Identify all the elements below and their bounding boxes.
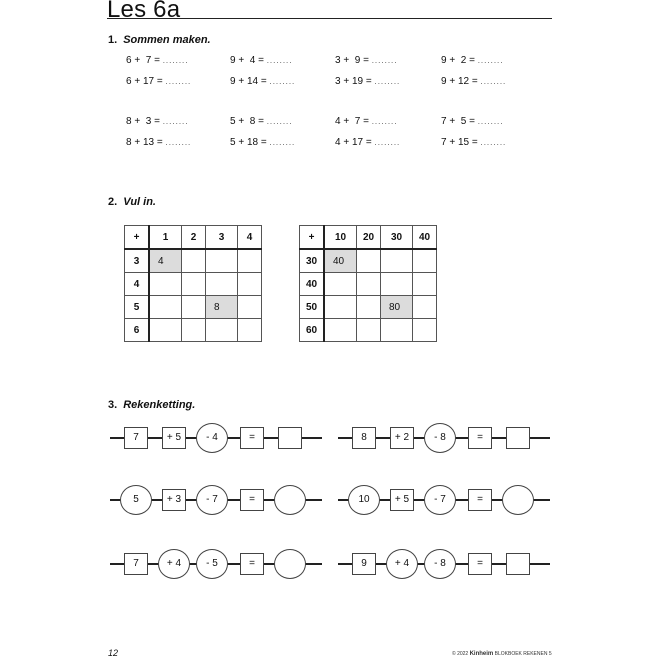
sum-item bbox=[230, 76, 295, 87]
chain-box: + 3 bbox=[162, 489, 186, 511]
answer-blank[interactable]: ........ bbox=[480, 77, 507, 86]
sum-item bbox=[230, 137, 295, 148]
grid-col-header: 4 bbox=[238, 226, 262, 250]
sum-question: 6 + 17 = bbox=[126, 76, 163, 87]
grid-answer-cell[interactable] bbox=[381, 319, 413, 342]
sum-question: 3 + 19 = bbox=[335, 76, 372, 87]
sum-item bbox=[441, 55, 503, 66]
grid-answer-cell[interactable] bbox=[182, 249, 206, 273]
result-box[interactable] bbox=[278, 427, 302, 449]
grid-answer-cell[interactable] bbox=[238, 319, 262, 342]
answer-blank[interactable]: ........ bbox=[480, 138, 507, 147]
grid-row-header: 60 bbox=[300, 319, 325, 342]
grid-answer-cell[interactable] bbox=[357, 319, 381, 342]
addition-grid-2 bbox=[299, 225, 437, 342]
chain-box: 9 bbox=[352, 553, 376, 575]
chain-box: 7 bbox=[124, 427, 148, 449]
sum-question: 9 + 12 = bbox=[441, 76, 478, 87]
equals-box: = bbox=[240, 489, 264, 511]
section-1-title: Sommen maken. bbox=[123, 34, 211, 46]
grid-answer-cell[interactable] bbox=[149, 296, 182, 319]
grid-row-header: 30 bbox=[300, 249, 325, 273]
answer-blank[interactable]: ........ bbox=[266, 56, 293, 65]
grid-col-header: 20 bbox=[357, 226, 381, 250]
answer-blank[interactable]: ........ bbox=[371, 117, 398, 126]
grid-answer-cell[interactable] bbox=[238, 273, 262, 296]
equals-box: = bbox=[468, 489, 492, 511]
grid-row-header: 4 bbox=[125, 273, 150, 296]
section-2-title: Vul in. bbox=[123, 196, 156, 208]
grid-row-header: 40 bbox=[300, 273, 325, 296]
grid-answer-cell[interactable] bbox=[206, 249, 238, 273]
sum-item bbox=[126, 76, 191, 87]
sum-question: 6 + 7 = bbox=[126, 55, 160, 66]
section-2-number: 2. bbox=[108, 196, 118, 208]
grid-answer-cell[interactable] bbox=[381, 249, 413, 273]
section-3-number: 3. bbox=[108, 399, 118, 411]
grid-answer-cell[interactable] bbox=[149, 273, 182, 296]
chain-box: + 2 bbox=[390, 427, 414, 449]
addition-grid-1 bbox=[124, 225, 262, 342]
sum-item bbox=[441, 137, 506, 148]
publisher: Kinheim bbox=[469, 651, 494, 657]
grid-example-cell: 40 bbox=[324, 249, 357, 273]
answer-blank[interactable]: ........ bbox=[374, 77, 401, 86]
sum-item bbox=[335, 55, 397, 66]
title-divider bbox=[107, 18, 552, 19]
section-1-number: 1. bbox=[108, 34, 118, 46]
grid-example-cell: 80 bbox=[381, 296, 413, 319]
section-3-heading bbox=[108, 399, 195, 411]
sum-question: 9 + 4 = bbox=[230, 55, 264, 66]
grid-answer-cell[interactable] bbox=[357, 273, 381, 296]
equals-box: = bbox=[240, 427, 264, 449]
sum-question: 3 + 9 = bbox=[335, 55, 369, 66]
equals-box: = bbox=[468, 427, 492, 449]
chain-circle: - 4 bbox=[196, 423, 228, 453]
grid-answer-cell[interactable] bbox=[413, 273, 437, 296]
sum-item bbox=[335, 137, 400, 148]
grid-answer-cell[interactable] bbox=[182, 273, 206, 296]
sum-item bbox=[335, 116, 397, 127]
grid-answer-cell[interactable] bbox=[238, 249, 262, 273]
answer-blank[interactable]: ........ bbox=[266, 117, 293, 126]
answer-blank[interactable]: ........ bbox=[374, 138, 401, 147]
chain-box: 8 bbox=[352, 427, 376, 449]
sum-item bbox=[126, 116, 188, 127]
equals-box: = bbox=[468, 553, 492, 575]
footer-credit bbox=[452, 651, 552, 657]
sum-question: 4 + 7 = bbox=[335, 116, 369, 127]
grid-answer-cell[interactable] bbox=[182, 296, 206, 319]
grid-answer-cell[interactable] bbox=[357, 249, 381, 273]
sum-question: 5 + 18 = bbox=[230, 137, 267, 148]
calc-chain bbox=[110, 489, 322, 511]
chain-circle: 5 bbox=[120, 485, 152, 515]
chain-circle: 10 bbox=[348, 485, 380, 515]
sum-question: 7 + 5 = bbox=[441, 116, 475, 127]
chain-circle: - 8 bbox=[424, 549, 456, 579]
grid-row-header: 3 bbox=[125, 249, 150, 273]
answer-blank[interactable]: ........ bbox=[477, 56, 504, 65]
copyright: © 2022 bbox=[452, 651, 469, 657]
grid-corner: + bbox=[125, 226, 150, 250]
sum-item bbox=[126, 55, 188, 66]
section-2-heading bbox=[108, 196, 156, 208]
sum-question: 9 + 2 = bbox=[441, 55, 475, 66]
grid-answer-cell[interactable] bbox=[182, 319, 206, 342]
grid-row-header: 6 bbox=[125, 319, 150, 342]
grid-col-header: 3 bbox=[206, 226, 238, 250]
grid-col-header: 1 bbox=[149, 226, 182, 250]
answer-blank[interactable]: ........ bbox=[162, 117, 189, 126]
grid-row-header: 5 bbox=[125, 296, 150, 319]
grid-answer-cell[interactable] bbox=[206, 273, 238, 296]
sum-item bbox=[441, 76, 506, 87]
page-number: 12 bbox=[108, 648, 119, 658]
grid-answer-cell[interactable] bbox=[324, 296, 357, 319]
chain-circle: + 4 bbox=[158, 549, 190, 579]
sum-item bbox=[335, 76, 400, 87]
answer-blank[interactable]: ........ bbox=[162, 56, 189, 65]
answer-blank[interactable]: ........ bbox=[269, 138, 296, 147]
grid-answer-cell[interactable] bbox=[324, 319, 357, 342]
sum-question: 8 + 13 = bbox=[126, 137, 163, 148]
chain-circle: - 7 bbox=[196, 485, 228, 515]
calc-chain bbox=[338, 489, 550, 511]
chain-circle: - 8 bbox=[424, 423, 456, 453]
grid-corner: + bbox=[300, 226, 325, 250]
sum-question: 9 + 14 = bbox=[230, 76, 267, 87]
sum-question: 8 + 3 = bbox=[126, 116, 160, 127]
chain-circle: - 7 bbox=[424, 485, 456, 515]
sum-item bbox=[230, 55, 292, 66]
chain-box: + 5 bbox=[162, 427, 186, 449]
equals-box: = bbox=[240, 553, 264, 575]
answer-blank[interactable]: ........ bbox=[165, 77, 192, 86]
sum-item bbox=[126, 137, 191, 148]
page-title: Les 6a bbox=[107, 0, 181, 23]
grid-answer-cell[interactable] bbox=[381, 273, 413, 296]
grid-answer-cell[interactable] bbox=[324, 273, 357, 296]
calc-chain bbox=[338, 553, 550, 575]
grid-example-cell: 4 bbox=[149, 249, 182, 273]
result-circle[interactable] bbox=[274, 485, 306, 515]
sum-question: 7 + 15 = bbox=[441, 137, 478, 148]
grid-answer-cell[interactable] bbox=[413, 249, 437, 273]
chain-circle: - 5 bbox=[196, 549, 228, 579]
section-3-title: Rekenketting. bbox=[123, 399, 196, 411]
series-name: BLOKBOEK REKENEN 5 bbox=[494, 651, 552, 657]
chain-circle: + 4 bbox=[386, 549, 418, 579]
result-box[interactable] bbox=[506, 427, 530, 449]
grid-answer-cell[interactable] bbox=[238, 296, 262, 319]
grid-answer-cell[interactable] bbox=[357, 296, 381, 319]
grid-col-header: 30 bbox=[381, 226, 413, 250]
grid-col-header: 10 bbox=[324, 226, 357, 250]
chain-box: 7 bbox=[124, 553, 148, 575]
answer-blank[interactable]: ........ bbox=[165, 138, 192, 147]
grid-example-cell: 8 bbox=[206, 296, 238, 319]
sum-question: 4 + 17 = bbox=[335, 137, 372, 148]
result-circle[interactable] bbox=[274, 549, 306, 579]
result-box[interactable] bbox=[506, 553, 530, 575]
grid-col-header: 40 bbox=[413, 226, 437, 250]
calc-chain bbox=[110, 553, 322, 575]
section-1-heading bbox=[108, 34, 211, 46]
answer-blank[interactable]: ........ bbox=[371, 56, 398, 65]
calc-chain bbox=[110, 427, 322, 449]
sum-item bbox=[441, 116, 503, 127]
chain-box: + 5 bbox=[390, 489, 414, 511]
sum-question: 5 + 8 = bbox=[230, 116, 264, 127]
answer-blank[interactable]: ........ bbox=[269, 77, 296, 86]
grid-answer-cell[interactable] bbox=[206, 319, 238, 342]
grid-row-header: 50 bbox=[300, 296, 325, 319]
grid-answer-cell[interactable] bbox=[149, 319, 182, 342]
answer-blank[interactable]: ........ bbox=[477, 117, 504, 126]
grid-answer-cell[interactable] bbox=[413, 319, 437, 342]
grid-col-header: 2 bbox=[182, 226, 206, 250]
calc-chain bbox=[338, 427, 550, 449]
grid-answer-cell[interactable] bbox=[413, 296, 437, 319]
result-circle[interactable] bbox=[502, 485, 534, 515]
sum-item bbox=[230, 116, 292, 127]
